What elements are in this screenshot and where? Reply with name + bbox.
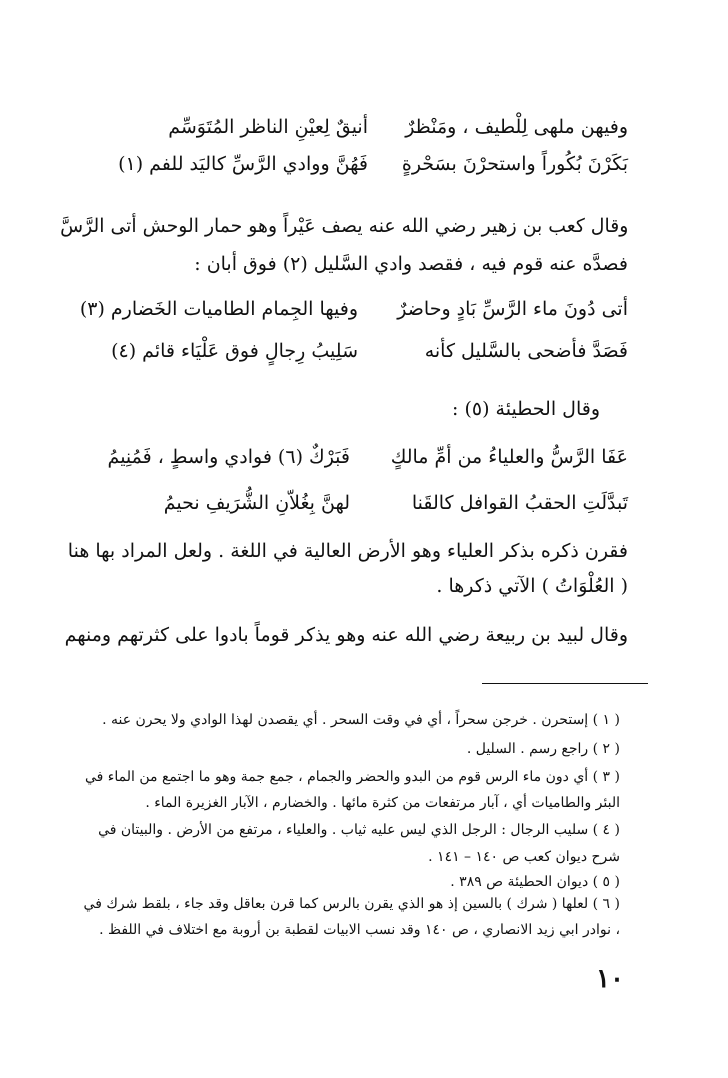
paragraph-1-line-1: وقال كعب بن زهير رضي الله عنه يصف عَيْراً وهو حمار الوحش أتى الرَّسَّ — [59, 215, 628, 237]
footnote-2: ( ٢ ) راجع رسم . السليل . — [466, 741, 620, 757]
verse-5-second-hemistich: فَبَرْكٌ (٦) فوادي واسطٍ ، فَمُنِيمُ — [107, 446, 350, 468]
verse-4-first-hemistich: فَصَدَّ فأضحى بالسَّليل كأنه — [424, 340, 628, 362]
verse-2-second-hemistich: فَهُنَّ ووادي الرَّسِّ كاليَد للفم (١) — [118, 153, 368, 175]
verse-3-second-hemistich: وفيها الجِمام الطاميات الخَضارم (٣) — [79, 298, 358, 320]
paragraph-3-line-2: ( العُلْوَاتُ ) الآتي ذكرها . — [436, 575, 628, 597]
footnote-6-line-1: ( ٦ ) لعلها ( شرك ) بالسين إذ هو الذي يقرن بالرس كما قرن بعاقل وقد جاء ، بلقط شرك في — [83, 896, 620, 912]
verse-6-second-hemistich: لهنَّ بِغُلاّنِ الشُّرَيفِ نحيمُ — [163, 492, 350, 514]
footnote-5: ( ٥ ) ديوان الحطيئة ص ٣٨٩ . — [450, 874, 620, 890]
footnote-separator — [482, 683, 648, 684]
page-number: ١٠ — [596, 964, 624, 994]
footnote-6-line-2: ، نوادر ابي زيد الانصاري ، ص ١٤٠ وقد نسب الابيات لقطبة بن أروبة مع اختلاف في اللفظ . — [99, 922, 620, 938]
footnote-3-line-1: ( ٣ ) أي دون ماء الرس قوم من البدو والحضر والجمام ، جمع جمة وهو ما اجتمع من الماء في — [85, 769, 620, 785]
verse-3-first-hemistich: أتى دُونَ ماء الرَّسِّ بَادٍ وحاضرٌ — [397, 298, 628, 320]
verse-1-second-hemistich: أنيقٌ لِعيْنِ الناظر المُتَوَسِّم — [168, 116, 368, 138]
footnote-4-line-1: ( ٤ ) سليب الرجال : الرجل الذي ليس عليه ثياب . والعلياء ، مرتفع من الأرض . والبيتان في — [98, 822, 620, 838]
paragraph-1-line-2: فصدَّه عنه قوم فيه ، فقصد وادي السَّليل (٢) فوق أبان : — [194, 253, 628, 275]
paragraph-3-line-1: فقرن ذكره بذكر العلياء وهو الأرض العالية في اللغة . ولعل المراد بها هنا — [67, 540, 628, 562]
verse-2-first-hemistich: بَكَرْنَ بُكُوراً واستحرْنَ بسَحْرةٍ — [401, 153, 628, 175]
verse-1-first-hemistich: وفيهن ملهى لِلْطيف ، ومَنْظرٌ — [405, 116, 628, 138]
verse-5-first-hemistich: عَفَا الرَّسُّ والعلياءُ من أمِّ مالكٍ — [390, 446, 628, 468]
paragraph-2: وقال الحطيئة (٥) : — [452, 398, 600, 420]
footnote-1: ( ١ ) إستحرن . خرجن سحراً ، أي في وقت السحر . أي يقصدن لهذا الوادي ولا يحرن عنه . — [102, 712, 620, 728]
footnote-4-line-2: شرح ديوان كعب ص ١٤٠ – ١٤١ . — [428, 849, 620, 865]
paragraph-4: وقال لبيد بن ربيعة رضي الله عنه وهو يذكر قوماً بادوا على كثرتهم ومنهم — [64, 624, 628, 646]
verse-6-first-hemistich: تَبدَّلَتِ الحقبُ القوافل كالقَنا — [411, 492, 628, 514]
footnote-3-line-2: البئر والطاميات أي ، آبار مرتفعات من كثرة مائها . والخضارم ، الآبار الغزيرة الماء . — [145, 795, 620, 811]
verse-4-second-hemistich: سَلِيبُ رِجالٍ فوق عَلْيَاء قائم (٤) — [111, 340, 358, 362]
